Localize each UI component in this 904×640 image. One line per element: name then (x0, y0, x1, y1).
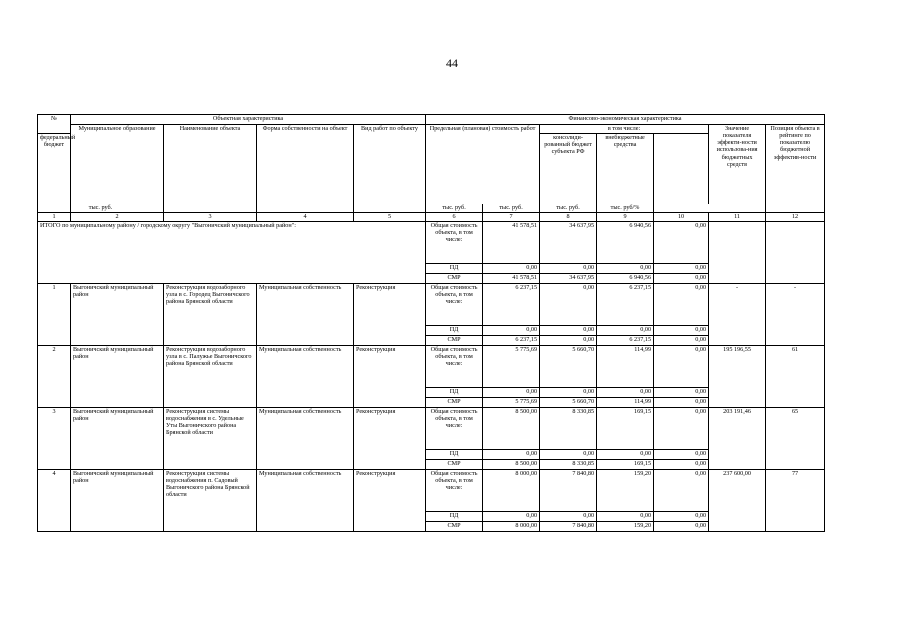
rank-value: 61 (766, 346, 825, 408)
regional-value: 0,00 (597, 326, 654, 336)
cost-value: 0,00 (483, 388, 540, 398)
cost-type: СМР (426, 398, 483, 408)
cost-type: СМР (426, 274, 483, 284)
rank-value: 65 (766, 408, 825, 470)
extra-value: 0,00 (654, 222, 709, 264)
extra-value: 0,00 (654, 398, 709, 408)
rank-value: 77 (766, 470, 825, 532)
unit-extra: тыс. руб. (540, 204, 597, 213)
extra-value: 0,00 (654, 274, 709, 284)
total-label: ИТОГО по муниципальному району / городскому округу "Выгоничский муниципальный район": (38, 222, 426, 284)
cost-type: Общая стоимость объекта, в том числе: (426, 408, 483, 450)
object-municipality: Выгоничский муниципальный район (71, 346, 164, 408)
col-number: 1 (38, 213, 71, 222)
indicator-value: 237 600,00 (709, 470, 766, 532)
table-body (38, 115, 825, 532)
header-ownership: Форма собственности на объект (257, 125, 354, 213)
regional-value: 6 237,15 (597, 284, 654, 326)
rank-value: - (766, 284, 825, 346)
object-name: Реконструкция системы водоснабжения п. Садовый Выгоничского района Брянской области (164, 470, 257, 532)
cost-value: 8 500,00 (483, 460, 540, 470)
federal-value: 0,00 (540, 336, 597, 346)
cost-value: 5 775,69 (483, 398, 540, 408)
federal-value: 8 330,85 (540, 408, 597, 450)
object-name: Реконструкция водозаборного узла в с. Палужье Выгоничского района Брянской области (164, 346, 257, 408)
federal-value: 0,00 (540, 326, 597, 336)
object-row (38, 284, 825, 326)
object-number: 2 (38, 346, 71, 408)
header-extra: внебюджетные средства (597, 134, 654, 204)
federal-value: 5 660,70 (540, 398, 597, 408)
cost-value: 0,00 (483, 450, 540, 460)
col-number: 8 (540, 213, 597, 222)
federal-value: 7 840,80 (540, 522, 597, 532)
header-work-type: Вид работ по объекту (354, 125, 426, 213)
cost-type: ПД (426, 512, 483, 522)
rank-value (766, 222, 825, 284)
cost-value: 0,00 (483, 264, 540, 274)
object-row (38, 408, 825, 450)
cost-type: ПД (426, 388, 483, 398)
federal-value: 0,00 (540, 512, 597, 522)
regional-value: 6 940,56 (597, 274, 654, 284)
object-ownership: Муниципальная собственность (257, 408, 354, 470)
regional-value: 6 940,56 (597, 222, 654, 264)
federal-value: 8 330,85 (540, 460, 597, 470)
unit-cost: тыс. руб. (38, 204, 164, 213)
col-number: 5 (354, 213, 426, 222)
cost-value: 41 578,51 (483, 222, 540, 264)
cost-type: СМР (426, 522, 483, 532)
cost-value: 0,00 (483, 326, 540, 336)
object-municipality: Выгоничский муниципальный район (71, 284, 164, 346)
object-ownership: Муниципальная собственность (257, 284, 354, 346)
cost-value: 8 000,00 (483, 470, 540, 512)
col-number: 7 (483, 213, 540, 222)
col-number: 2 (71, 213, 164, 222)
extra-value: 0,00 (654, 388, 709, 398)
object-work-type: Реконструкция (354, 408, 426, 470)
object-number: 4 (38, 470, 71, 532)
unit-regional: тыс. руб. (483, 204, 540, 213)
federal-value: 7 840,80 (540, 470, 597, 512)
federal-value: 0,00 (540, 264, 597, 274)
extra-value: 0,00 (654, 284, 709, 326)
object-municipality: Выгоничский муниципальный район (71, 408, 164, 470)
object-number: 3 (38, 408, 71, 470)
object-municipality: Выгоничский муниципальный район (71, 470, 164, 532)
extra-value: 0,00 (654, 450, 709, 460)
col-number: 6 (426, 213, 483, 222)
regional-value: 169,15 (597, 408, 654, 450)
indicator-value: - (709, 284, 766, 346)
extra-value: 0,00 (654, 522, 709, 532)
header-indicator: Значение показателя эффекти-ности использова-ния бюджетных средств (709, 125, 766, 204)
cost-value: 8 000,00 (483, 522, 540, 532)
extra-value: 0,00 (654, 336, 709, 346)
federal-value: 34 637,95 (540, 222, 597, 264)
extra-value: 0,00 (654, 346, 709, 388)
cost-type: Общая стоимость объекта, в том числе: (426, 284, 483, 326)
federal-value: 0,00 (540, 450, 597, 460)
header-object-name: Наименование объекта (164, 125, 257, 213)
regional-value: 159,20 (597, 470, 654, 512)
cost-type: ПД (426, 326, 483, 336)
regional-value: 114,99 (597, 346, 654, 388)
regional-value: 159,20 (597, 522, 654, 532)
total-row (38, 222, 825, 264)
extra-value: 0,00 (654, 460, 709, 470)
federal-value: 5 660,70 (540, 346, 597, 388)
extra-value: 0,00 (654, 512, 709, 522)
cost-type: СМР (426, 336, 483, 346)
cost-type: ПД (426, 264, 483, 274)
cost-type: Общая стоимость объекта, в том числе: (426, 222, 483, 264)
col-number: 4 (257, 213, 354, 222)
col-number: 11 (709, 213, 766, 222)
header-finance-group: Финансово-экономическая характеристика (426, 115, 825, 125)
federal-value: 0,00 (540, 284, 597, 326)
cost-type: Общая стоимость объекта, в том числе: (426, 346, 483, 388)
regional-value: 0,00 (597, 264, 654, 274)
regional-value: 0,00 (597, 388, 654, 398)
cost-value: 0,00 (483, 512, 540, 522)
extra-value: 0,00 (654, 264, 709, 274)
cost-type: СМР (426, 460, 483, 470)
federal-value: 34 637,95 (540, 274, 597, 284)
cost-value: 41 578,51 (483, 274, 540, 284)
regional-value: 114,99 (597, 398, 654, 408)
object-row (38, 470, 825, 512)
col-number: 9 (597, 213, 654, 222)
header-object-group: Объектная характеристика (71, 115, 426, 125)
cost-value: 5 775,69 (483, 346, 540, 388)
object-name: Реконструкция водозаборного узла в с. Городец Выгоничского района Брянской области (164, 284, 257, 346)
unit-federal: тыс. руб. (426, 204, 483, 213)
object-ownership: Муниципальная собственность (257, 346, 354, 408)
object-work-type: Реконструкция (354, 284, 426, 346)
cost-value: 6 237,15 (483, 284, 540, 326)
header-incl: в том числе: (540, 125, 709, 134)
header-no: № (38, 115, 71, 134)
object-number: 1 (38, 284, 71, 346)
cost-type: ПД (426, 450, 483, 460)
indicator-value: 203 191,46 (709, 408, 766, 470)
col-number: 12 (766, 213, 825, 222)
regional-value: 0,00 (597, 512, 654, 522)
col-number: 3 (164, 213, 257, 222)
column-numbers-row (38, 213, 825, 222)
object-ownership: Муниципальная собственность (257, 470, 354, 532)
page-number: 44 (446, 56, 458, 70)
object-row (38, 346, 825, 388)
header-rank: Позиция объекта в рейтинге по показателю бюджетной эффектив-ности (766, 125, 825, 213)
extra-value: 0,00 (654, 408, 709, 450)
header-municipality: Муниципальное образование (71, 125, 164, 213)
cost-type: Общая стоимость объекта, в том числе: (426, 470, 483, 512)
cost-value: 6 237,15 (483, 336, 540, 346)
indicator-value: 195 196,55 (709, 346, 766, 408)
object-work-type: Реконструкция (354, 470, 426, 532)
object-work-type: Реконструкция (354, 346, 426, 408)
header-regional: консолиди-рованный бюджет субъекта РФ (540, 134, 597, 204)
header-federal: федеральный бюджет (38, 134, 71, 204)
regional-value: 169,15 (597, 460, 654, 470)
col-number: 10 (654, 213, 709, 222)
regional-value: 6 237,15 (597, 336, 654, 346)
header-cost: Предельная (плановая) стоимость работ (426, 125, 540, 204)
indicator-value (709, 222, 766, 284)
regional-value: 0,00 (597, 450, 654, 460)
unit-indicator: тыс. руб/% (597, 204, 654, 213)
extra-value: 0,00 (654, 470, 709, 512)
budget-table (37, 114, 825, 532)
federal-value: 0,00 (540, 388, 597, 398)
extra-value: 0,00 (654, 326, 709, 336)
cost-value: 8 500,00 (483, 408, 540, 450)
object-name: Реконструкция системы водоснабжения в с. Удельные Уты Выгоничского района Брянской области (164, 408, 257, 470)
